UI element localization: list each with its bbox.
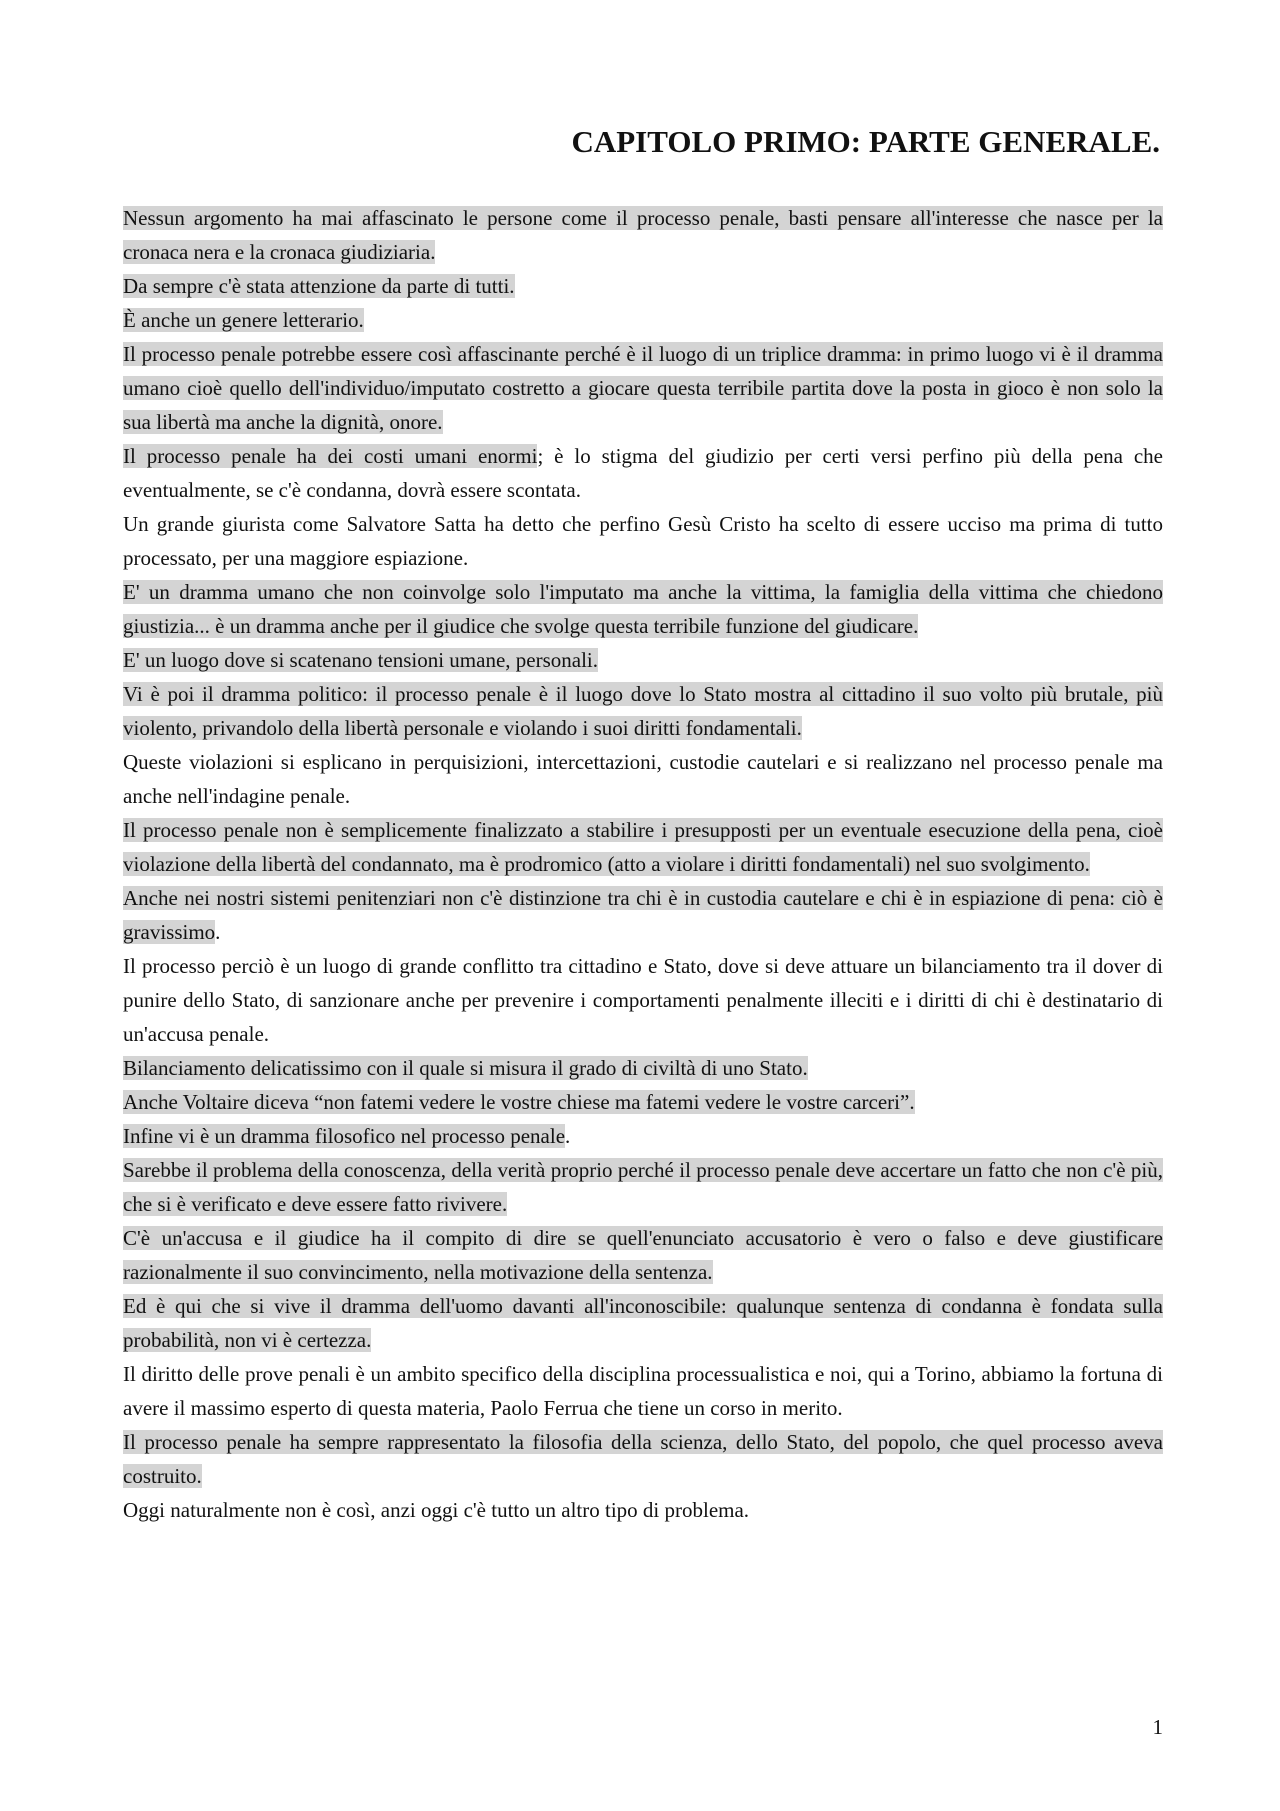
highlighted-text: Il processo penale ha sempre rappresentato la filosofia della scienza, dello Stato, del popolo, che quel processo aveva costruito. bbox=[123, 1430, 1163, 1488]
paragraph-text: ; è lo stigma del giudizio per certi versi perfino più della pena che eventualmente, se c'è condanna, dovrà essere scontata. bbox=[123, 444, 1163, 502]
highlighted-text: Sarebbe il problema della conoscenza, della verità proprio perché il processo penale deve accertare un fatto che non c'è più, che si è verificato e deve essere fatto rivivere. bbox=[123, 1158, 1163, 1216]
paragraph bbox=[123, 1357, 1163, 1425]
paragraph bbox=[123, 269, 1163, 303]
paragraph bbox=[123, 949, 1163, 1051]
paragraph-text: Queste violazioni si esplicano in perquisizioni, intercettazioni, custodie cautelari e si realizzano nel processo penale ma anche nell'indagine penale. bbox=[123, 750, 1163, 808]
paragraph bbox=[123, 677, 1163, 745]
highlighted-text: E' un luogo dove si scatenano tensioni umane, personali. bbox=[123, 648, 599, 672]
highlighted-text: Infine vi è un dramma filosofico nel processo penale bbox=[123, 1124, 566, 1148]
paragraph-text: Il processo perciò è un luogo di grande conflitto tra cittadino e Stato, dove si deve attuare un bilanciamento tra il dover di punire dello Stato, di sanzionare anche per prevenire i comportamenti penalmente illeciti e i diritti di chi è destinatario di un'accusa penale. bbox=[123, 954, 1163, 1046]
paragraph bbox=[123, 1119, 1163, 1153]
paragraph bbox=[123, 507, 1163, 575]
highlighted-text: Bilanciamento delicatissimo con il quale si misura il grado di civiltà di uno Stato. bbox=[123, 1056, 808, 1080]
highlighted-text: Anche nei nostri sistemi penitenziari non c'è distinzione tra chi è in custodia cautelare e chi è in espiazione di pena: ciò è gravissimo bbox=[123, 886, 1163, 944]
paragraph-text: Un grande giurista come Salvatore Satta ha detto che perfino Gesù Cristo ha scelto di essere ucciso ma prima di tutto processato, per una maggiore espiazione. bbox=[123, 512, 1163, 570]
document-body bbox=[123, 201, 1163, 1527]
highlighted-text: Il processo penale non è semplicemente finalizzato a stabilire i presupposti per un eventuale esecuzione della pena, cioè violazione della libertà del condannato, ma è prodromico (atto a violare i diritti fondamentali) nel suo svolgimento. bbox=[123, 818, 1163, 876]
highlighted-text: Anche Voltaire diceva “non fatemi vedere le vostre chiese ma fatemi vedere le vostre carceri”. bbox=[123, 1090, 915, 1114]
highlighted-text: Nessun argomento ha mai affascinato le persone come il processo penale, basti pensare all'interesse che nasce per la cronaca nera e la cronaca giudiziaria. bbox=[123, 206, 1163, 264]
paragraph-text: Oggi naturalmente non è così, anzi oggi c'è tutto un altro tipo di problema. bbox=[123, 1498, 750, 1522]
paragraph bbox=[123, 745, 1163, 813]
paragraph bbox=[123, 1493, 1163, 1527]
highlighted-text: Vi è poi il dramma politico: il processo penale è il luogo dove lo Stato mostra al cittadino il suo volto più brutale, più violento, privandolo della libertà personale e violando i suoi diritti fondamentali. bbox=[123, 682, 1163, 740]
paragraph bbox=[123, 1153, 1163, 1221]
highlighted-text: C'è un'accusa e il giudice ha il compito di dire se quell'enunciato accusatorio è vero o falso e deve giustificare razionalmente il suo convincimento, nella motivazione della sentenza. bbox=[123, 1226, 1163, 1284]
paragraph bbox=[123, 337, 1163, 439]
paragraph bbox=[123, 643, 1163, 677]
paragraph bbox=[123, 881, 1163, 949]
paragraph bbox=[123, 1289, 1163, 1357]
highlighted-text: Il processo penale potrebbe essere così affascinante perché è il luogo di un triplice dramma: in primo luogo vi è il dramma umano cioè quello dell'individuo/imputato costretto a giocare questa terribile partita dove la posta in gioco è non solo la sua libertà ma anche la dignità, onore. bbox=[123, 342, 1163, 434]
highlighted-text: Da sempre c'è stata attenzione da parte di tutti. bbox=[123, 274, 515, 298]
paragraph bbox=[123, 1425, 1163, 1493]
chapter-title: CAPITOLO PRIMO: PARTE GENERALE. bbox=[571, 124, 1160, 159]
paragraph bbox=[123, 201, 1163, 269]
highlighted-text: È anche un genere letterario. bbox=[123, 308, 364, 332]
paragraph bbox=[123, 303, 1163, 337]
paragraph bbox=[123, 1085, 1163, 1119]
highlighted-text: E' un dramma umano che non coinvolge solo l'imputato ma anche la vittima, la famiglia della vittima che chiedono giustizia... è un dramma anche per il giudice che svolge questa terribile funzione del giudicare. bbox=[123, 580, 1163, 638]
paragraph bbox=[123, 813, 1163, 881]
paragraph bbox=[123, 575, 1163, 643]
highlighted-text: Ed è qui che si vive il dramma dell'uomo davanti all'inconoscibile: qualunque sentenza di condanna è fondata sulla probabilità, non vi è certezza. bbox=[123, 1294, 1163, 1352]
paragraph-text: . bbox=[565, 1124, 571, 1148]
page-number: 1 bbox=[1152, 1715, 1163, 1739]
paragraph bbox=[123, 439, 1163, 507]
paragraph-text: . bbox=[215, 920, 221, 944]
paragraph bbox=[123, 1221, 1163, 1289]
paragraph-text: Il diritto delle prove penali è un ambito specifico della disciplina processualistica e noi, qui a Torino, abbiamo la fortuna di avere il massimo esperto di questa materia, Paolo Ferrua che tiene un corso in merito. bbox=[123, 1362, 1163, 1420]
highlighted-text: Il processo penale ha dei costi umani enormi bbox=[123, 444, 538, 468]
paragraph bbox=[123, 1051, 1163, 1085]
